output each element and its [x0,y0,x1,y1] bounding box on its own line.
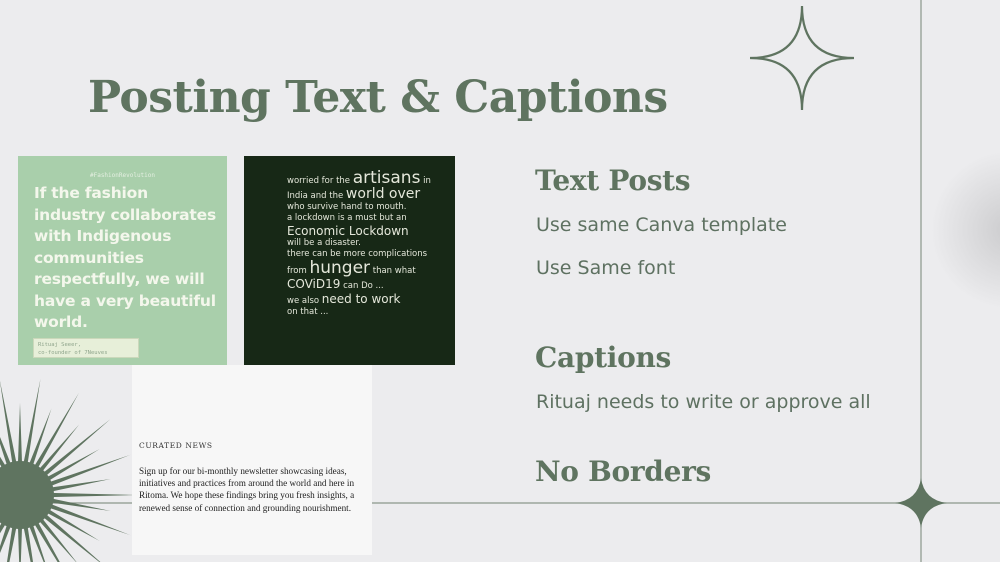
starburst-ray [49,479,110,492]
starburst-ray [0,409,12,468]
starburst-ray [33,520,79,562]
starburst-ray [0,524,17,562]
starburst-ray [33,393,79,470]
starburst-ray [0,425,2,474]
post-text: on that ... [287,307,329,317]
post-text: who survive hand to mouth. [287,202,407,212]
post-text: from [287,266,307,276]
post-text: India and the [287,191,344,201]
post-text-medium: Economic Lockdown [287,224,409,238]
quote-line: industry collaborates [34,205,216,224]
starburst-ray [38,425,80,474]
four-point-star-outline-icon [750,6,854,110]
starburst-ray [50,493,138,497]
post-text: a lockdown is a must but an [287,213,407,223]
captions-item: Rituaj needs to write or approve all [536,391,871,413]
starburst-ray [45,449,100,482]
starburst-icon [0,379,138,562]
post-text-large: hunger [309,258,371,278]
post-text-medium: COViD19 [287,277,341,291]
attribution-line: co-founder of 7Neuves [38,350,108,356]
starburst-ray [47,503,130,535]
starburst-ray [0,522,12,562]
attribution-line: Rituaj Seeer, [38,342,82,348]
newsletter-heading: CURATED NEWS [139,441,213,450]
starburst-ray [0,517,2,562]
starburst-ray [38,517,80,562]
quote-line: with Indigenous [34,227,172,245]
starburst-ray [23,379,40,466]
post-text-large: artisans [352,168,421,188]
starburst-ray [23,524,40,562]
post-text: than what [372,266,416,276]
four-point-star-filled-icon [895,478,947,528]
quote-line: If the fashion [34,184,148,202]
text-posts-heading: Text Posts [535,164,691,197]
text-posts-item: Use same Canva template [536,214,787,236]
fashion-quote [34,183,224,334]
slide-title: Posting Text & Captions [88,72,668,123]
starburst-center [0,461,54,529]
newsletter-line: Ritoma. We hope these findings bring you fresh insights, a [139,490,355,501]
post-text: in [423,176,431,186]
newsletter-post-image [132,365,372,555]
starburst-ray [0,379,17,466]
quote-line: communities [34,248,144,267]
starburst-ray [47,455,130,487]
hashtag-text: #FashionRevolution [89,172,156,179]
artisans-text-post-image [244,156,455,365]
starburst-ray [18,403,22,465]
newsletter-line: initiatives and practices from around the world and here in [139,478,355,489]
post-text: we also [287,296,320,306]
quote-line: world. [34,313,88,331]
starburst-ray [49,498,110,511]
starburst-ray [18,525,22,562]
post-text: there can be more complications [287,249,428,259]
newsletter-line: Sign up for our bi-monthly newsletter showcasing ideas, [139,466,347,476]
post-text-medium: need to work [321,292,401,306]
background-glow [930,150,1000,310]
post-text-large: world over [345,186,421,202]
starburst-ray [42,513,111,562]
post-text: will be a disaster. [287,238,361,248]
quote-attribution [33,338,139,358]
quote-line: have a very beautiful [34,291,216,310]
starburst-ray [0,393,7,470]
starburst-ray [28,409,51,468]
starburst-ray [45,508,100,541]
captions-heading: Captions [535,341,671,374]
newsletter-body [139,465,371,514]
newsletter-line: renewed sense of connection and grounding nourishment. [139,502,352,513]
text-posts-item: Use Same font [536,257,676,279]
fashion-quote-post-image [18,156,227,365]
starburst-ray [42,419,111,477]
no-borders-heading: No Borders [535,455,712,488]
artisans-post-text [287,168,455,318]
post-text: worried for the [287,176,351,186]
quote-line: respectfully, we will [34,270,205,288]
starburst-ray [28,522,51,562]
starburst-ray [0,520,7,562]
post-text: can Do ... [343,281,384,291]
